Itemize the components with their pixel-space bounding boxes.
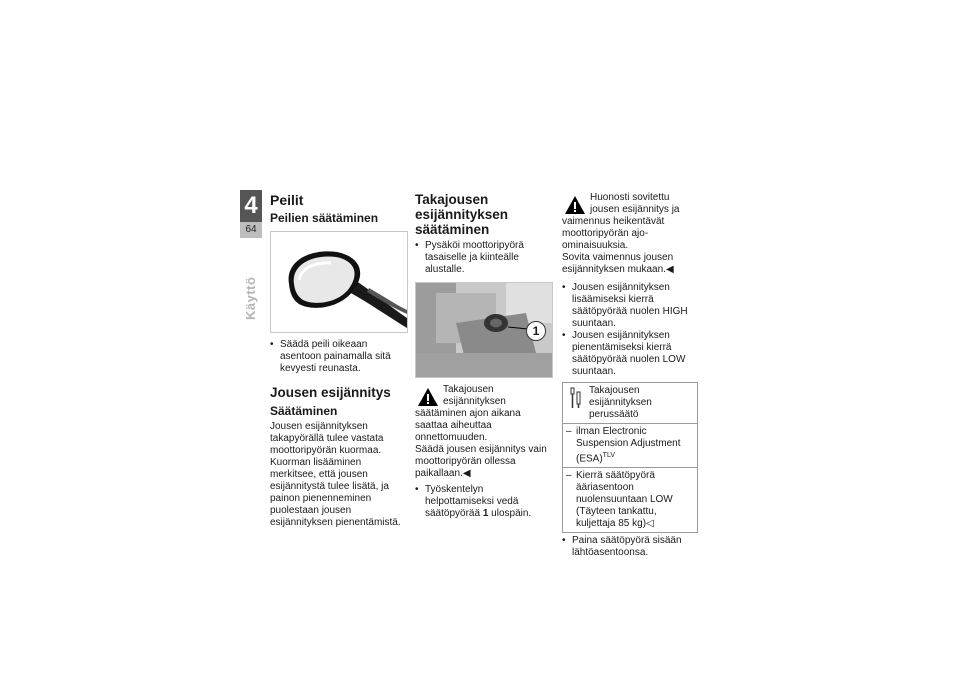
pull-bullet-text: Työskentelyn helpottamiseksi vedä säätöpyörää <box>425 484 519 519</box>
pull-bullet <box>415 484 555 520</box>
push-bullet: • Paina säätöpyörä sisään lähtöasentoonsa. <box>562 535 698 559</box>
spec-table-row-setting <box>563 468 698 533</box>
column-2 <box>415 192 555 520</box>
spec-table-row-esa <box>563 424 698 468</box>
warning-text-4: Sovita vaimennus jousen esijännityksen mukaan.◀ <box>562 252 674 275</box>
spec-table-title: Takajousen esijännityksen perussäätö <box>589 385 652 420</box>
column-3 <box>562 192 698 559</box>
warning-text-3: Huonosti sovitettu jousen esijännitys ja vaimennus heikentävät moottoripyörän ajo-ominaisuuksia. <box>562 192 680 251</box>
increase-bullet: • Jousen esijännityksen lisäämiseksi kierrä säätöpyörää nuolen HIGH suuntaan. <box>562 282 698 330</box>
decrease-bullet: • Jousen esijännityksen pienentämiseksi kierrä säätöpyörää nuolen LOW suuntaan. <box>562 330 698 378</box>
pull-bullet-ref: 1 <box>482 508 489 519</box>
section-title-spring: Jousen esijännitys <box>270 385 391 400</box>
mirror-figure <box>270 231 408 333</box>
column-1 <box>270 192 408 529</box>
park-bullet: • Pysäköi moottoripyörä tasaiselle ja kiinteälle alustalle. <box>415 240 555 276</box>
figure-callout-1: 1 <box>526 321 546 341</box>
title-rear-spring: Takajousen esijännityksen säätäminen <box>415 192 509 237</box>
spec-table <box>562 382 698 533</box>
subtitle-mirror-adjust: Peilien säätäminen <box>270 211 379 225</box>
warning-text: Takajousen esijännityksen säätäminen ajon aikana saattaa aiheuttaa onnettomuuden. <box>415 384 521 443</box>
shock-figure <box>415 282 553 378</box>
chapter-tab <box>240 190 262 238</box>
pull-bullet-text-end: ulospäin. <box>488 508 532 519</box>
warning-block-2 <box>562 192 698 276</box>
spec-row-esa-text: ilman Electronic Suspension Adjustment (ESA) <box>576 426 681 465</box>
spring-paragraph: Jousen esijännityksen takapyörällä tulee vastata moottoripyörän kuormaa. Kuorman lisääminen merkitsee, että jousen esijännitystä tulee lisätä, ja painon pienenneminen puolestaan jousen esijännityksen pienentämistä. <box>270 421 401 528</box>
warning-icon <box>564 194 586 216</box>
warning-block <box>415 384 555 480</box>
page-number: 64 <box>240 222 262 238</box>
warning-text-2: Säädä jousen esijännitys vain moottoripyörän ollessa paikallaan.◀ <box>415 444 547 479</box>
mirror-illustration <box>271 232 407 332</box>
warning-icon <box>417 386 439 408</box>
side-chapter-label: Käyttö <box>243 276 258 320</box>
mirror-bullet: • Säädä peili oikeaan asentoon painamalla sitä kevyesti reunasta. <box>270 339 408 375</box>
spec-table-header <box>563 383 698 424</box>
chapter-number: 4 <box>240 190 262 222</box>
section-title-mirrors: Peilit <box>270 192 304 208</box>
spec-row-esa-sup: TLV <box>602 452 615 459</box>
wrench-icon <box>569 386 583 410</box>
spec-row-setting-text: – Kierrä säätöpyörä ääriasentoon nuolensuuntaan LOW (Täyteen tankattu, kuljettaja 85 kg)◁ <box>566 470 694 530</box>
subtitle-adjusting: Säätäminen <box>270 404 338 418</box>
